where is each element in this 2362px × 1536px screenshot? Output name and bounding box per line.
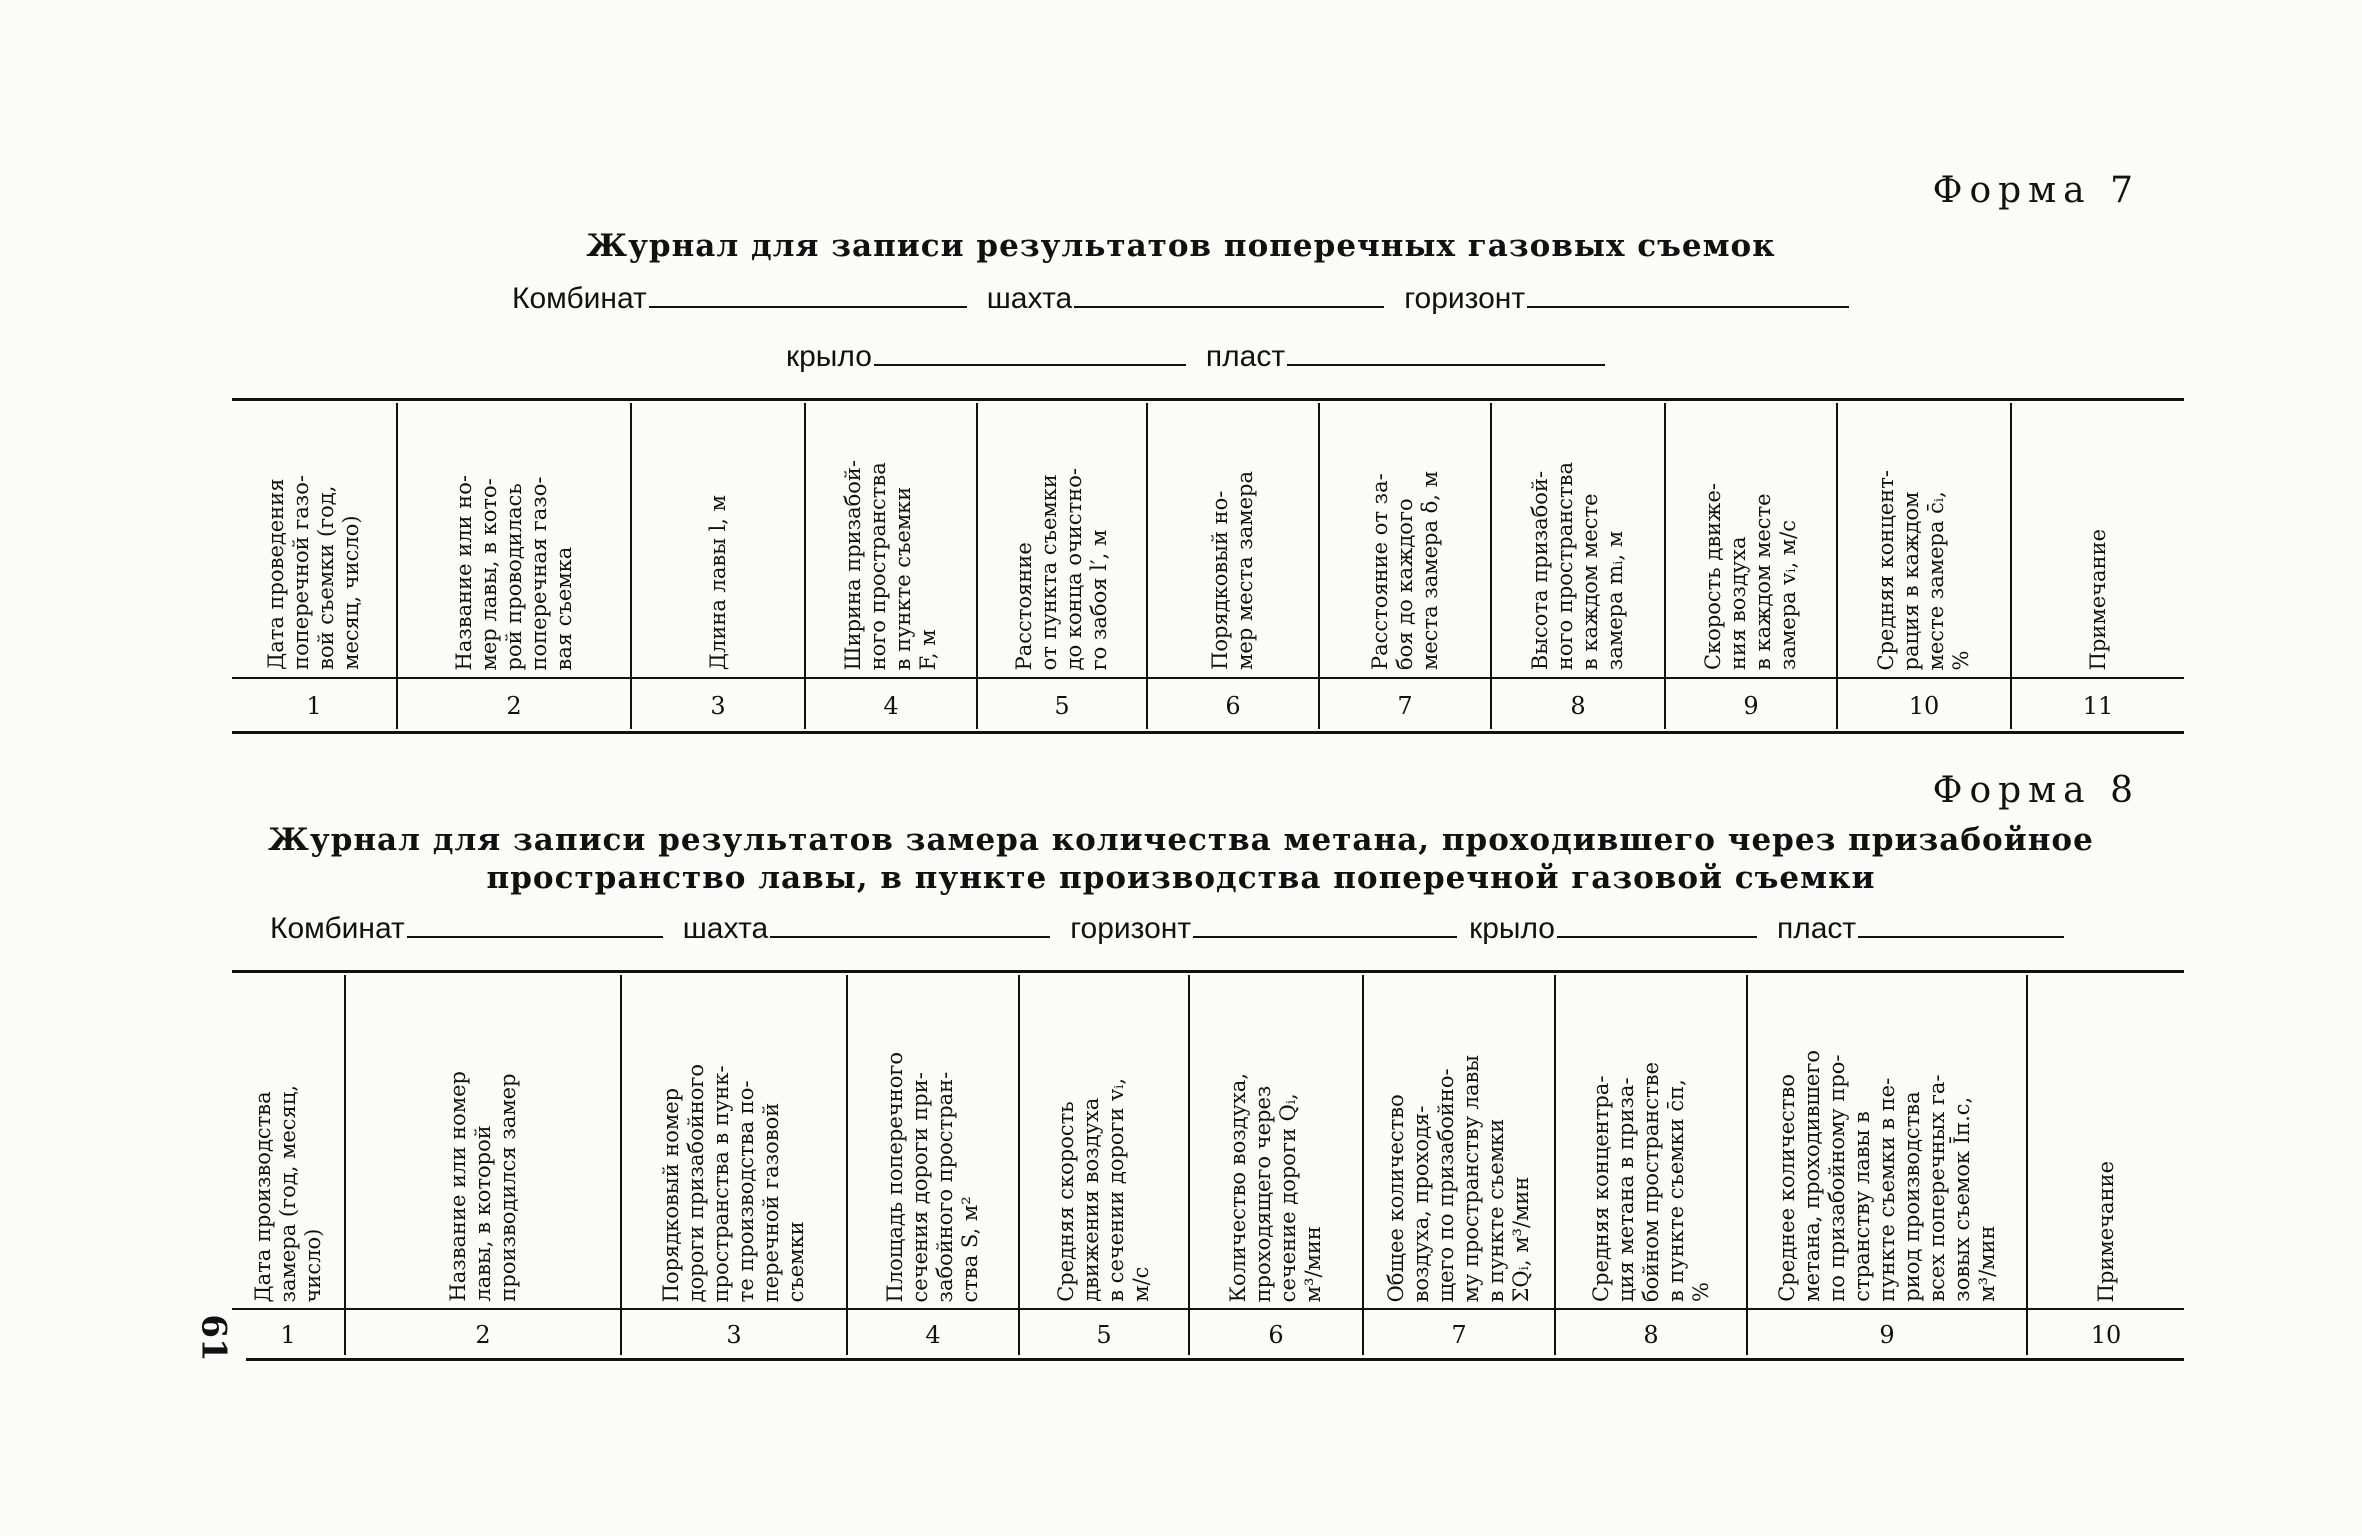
form7-table-bottom-rule	[232, 731, 2184, 734]
form7-colnum: 2	[506, 692, 522, 720]
form8-colnum: 4	[925, 1321, 941, 1349]
form8-fields-row	[268, 912, 2064, 946]
form7-fields-row1	[510, 282, 1849, 316]
field-label-shakhta: шахта	[682, 912, 769, 945]
field-label-plast: пласт	[1776, 912, 1857, 945]
form8-colnum: 7	[1451, 1321, 1467, 1349]
form7-header-date: Дата проведения поперечной газо- вой съемки (год, месяц, число)	[264, 475, 363, 670]
form7-table-header-rule	[232, 677, 2184, 679]
form7-table-top-rule	[232, 398, 2184, 401]
form8-header-lava-name: Название или номер лавы, в которой производился замер	[445, 1071, 520, 1302]
form7-header-height: Высота призабой- ного пространства в каждом месте замера mᵢ, м	[1528, 461, 1627, 670]
field-blank-kombinat[interactable]	[407, 936, 663, 938]
field-label-kombinat: Комбинат	[512, 282, 647, 315]
field-label-gorizont: горизонт	[1070, 912, 1192, 945]
field-blank-krylo[interactable]	[1557, 936, 1757, 938]
form7-colnum: 9	[1743, 692, 1759, 720]
form7-label: Форма 7	[1932, 170, 2140, 211]
form7-header-distance-face: Расстояние от за- боя до каждого места замера δ, м	[1367, 470, 1442, 670]
form8-table-header-rule	[232, 1308, 2184, 1310]
form7-colnum: 8	[1570, 692, 1586, 720]
form7-header-point-number: Порядковый но- мер места замера	[1208, 471, 1257, 670]
form8-table-top-rule	[232, 970, 2184, 973]
form7-colnum: 4	[883, 692, 899, 720]
form7-colnum: 10	[1908, 692, 1940, 720]
field-blank-plast[interactable]	[1287, 364, 1605, 366]
form8-header-total-air: Общее количество воздуха, проходя- щего по призабойно- му пространству лавы в пункте съемки ΣQᵢ, м³/мин	[1384, 1054, 1533, 1302]
form7-header-width: Ширина призабой- ного пространства в пункте съемки F, м	[841, 459, 940, 670]
field-label-plast: пласт	[1205, 340, 1286, 373]
page-number: 61	[193, 1314, 234, 1362]
form7-header-distance-end: Расстояние от пункта съемки до конца очистно- го забоя l′, м	[1012, 467, 1111, 670]
form7-colnum: 1	[306, 692, 322, 720]
form8-header-note: Примечание	[2093, 1160, 2118, 1302]
form7-fields-row2	[784, 340, 1605, 374]
form8-header-methane-amount: Среднее количество метана, проходившего по призабойному про- странству лавы в пункте съемки в пе- риод производства всех поперечных га- зовых съемок Īп.с, м³/мин	[1774, 1050, 1999, 1302]
form7-header-air-speed: Скорость движе- ния воздуха в каждом месте замера vᵢ, м/с	[1701, 482, 1800, 670]
form7-colnum: 3	[710, 692, 726, 720]
field-blank-shakhta[interactable]	[770, 936, 1050, 938]
form8-colnum: 3	[726, 1321, 742, 1349]
field-blank-krylo[interactable]	[874, 364, 1186, 366]
form8-header-road-number: Порядковый номер дороги призабойного пространства в пунк- те производства по- перечной газовой съемки	[659, 1063, 808, 1302]
field-blank-kombinat[interactable]	[649, 306, 967, 308]
form8-header-air-quantity: Количество воздуха, проходящего через сечение дороги Qᵢ, м³/мин	[1226, 1072, 1325, 1302]
form8-colnum: 6	[1268, 1321, 1284, 1349]
form7-colnum: 5	[1054, 692, 1070, 720]
form7-title: Журнал для записи результатов поперечных газовых съемок	[586, 228, 1776, 264]
form7-header-concentration: Средняя концент- рация в каждом месте замера c̄ᵢ, %	[1874, 469, 1973, 670]
form7-colnum: 11	[2082, 692, 2114, 720]
form7-header-note: Примечание	[2085, 528, 2110, 670]
field-blank-gorizont[interactable]	[1193, 936, 1457, 938]
form8-colnum: 10	[2090, 1321, 2122, 1349]
form8-header-methane-concentration: Средняя концентра- ция метана в приза- бойном пространстве в пункте съемки c̄п, %	[1588, 1062, 1713, 1302]
form8-header-cross-section: Площадь поперечного сечения дороги при- забойного простран- ства S, м²	[883, 1051, 982, 1302]
form8-title-line1: Журнал для записи результатов замера количества метана, проходившего через призабойное	[268, 822, 2094, 858]
form8-label: Форма 8	[1932, 770, 2140, 811]
form8-colnum: 8	[1643, 1321, 1659, 1349]
form7-header-lava-length: Длина лавы l, м	[705, 494, 730, 670]
form8-header-air-speed: Средняя скорость движения воздуха в сечении дороги vᵢ, м/с	[1054, 1078, 1153, 1302]
field-label-krylo: крыло	[786, 340, 872, 373]
field-blank-gorizont[interactable]	[1527, 306, 1849, 308]
form8-title-line2: пространство лавы, в пункте производства поперечной газовой съемки	[486, 860, 1876, 896]
form8-header-date: Дата производства замера (год, месяц, число)	[250, 1084, 325, 1302]
field-label-kombinat: Комбинат	[270, 912, 405, 945]
form8-colnum: 5	[1096, 1321, 1112, 1349]
field-label-krylo: крыло	[1469, 912, 1555, 945]
form8-colnum: 2	[475, 1321, 491, 1349]
form7-colnum: 6	[1225, 692, 1241, 720]
field-blank-shakhta[interactable]	[1074, 306, 1384, 308]
form8-colnum: 1	[280, 1321, 296, 1349]
field-label-shakhta: шахта	[986, 282, 1073, 315]
form8-colnum: 9	[1879, 1321, 1895, 1349]
field-label-gorizont: горизонт	[1404, 282, 1526, 315]
field-blank-plast[interactable]	[1858, 936, 2064, 938]
form7-header-lava-name: Название или но- мер лавы, в кото- рой проводилась поперечная газо- вая съемка	[451, 474, 576, 670]
form8-table-bottom-rule	[246, 1358, 2184, 1361]
form7-colnum: 7	[1397, 692, 1413, 720]
